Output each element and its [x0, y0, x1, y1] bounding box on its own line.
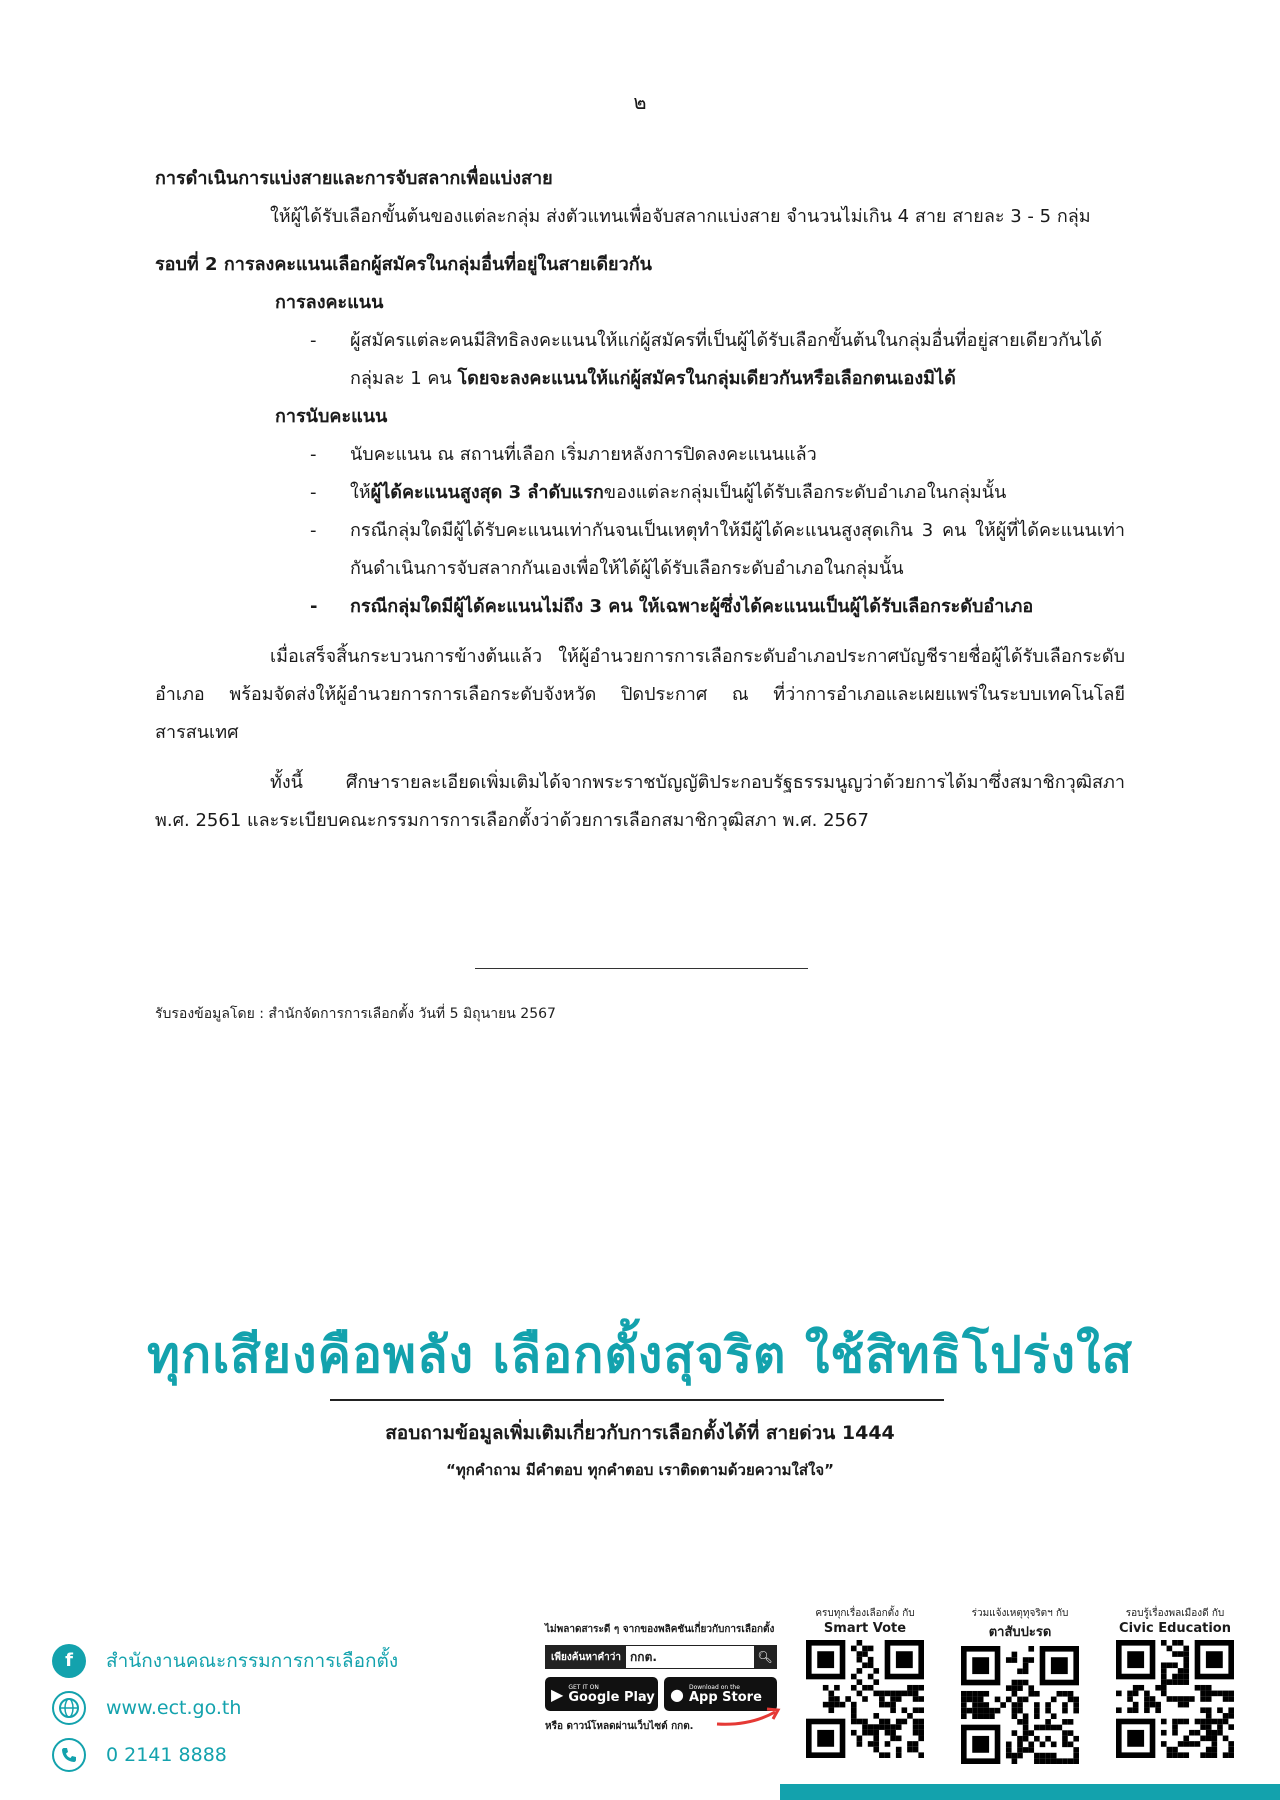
app-promo [545, 1622, 785, 1734]
voting-heading: การลงคะแนน [275, 292, 384, 313]
phone-number: 0 2141 8888 [106, 1743, 227, 1766]
apple-icon: ● [670, 1684, 684, 1704]
search-value: กกต. [630, 1649, 657, 1664]
counting-heading: การนับคะแนน [275, 406, 388, 427]
campaign-slogan: ทุกเสียงคือพลัง เลือกตั้งสุจริต ใช้สิทธิโปร่งใส [146, 1326, 1134, 1384]
qr-civic-education[interactable]: รอบรู้เรื่องพลเมืองดี กับ Civic Education [1110, 1606, 1240, 1758]
list-item: - ผู้สมัครแต่ละคนมีสิทธิลงคะแนนให้แก่ผู้สมัครที่เป็นผู้ได้รับเลือกขั้นต้นในกลุ่มอื่นที่อยู่สายเดียวกันได้กลุ่มละ 1 คน โดยจะลงคะแนนให้แก่ผู้สมัครในกลุ่มเดียวกันหรือเลือกตนเองมิได้ [310, 322, 1125, 398]
qr-code-icon [1116, 1640, 1234, 1758]
round-title: รอบที่ 2 การลงคะแนนเลือกผู้สมัครในกลุ่มอื่นที่อยู่ในสายเดียวกัน [155, 254, 652, 275]
certified-note: รับรองข้อมูลโดย : สำนักจัดการการเลือกตั้ง วันที่ 5 มิถุนายน 2567 [155, 1006, 556, 1022]
search-label: เพียงค้นหาคำว่า [546, 1646, 626, 1668]
hotline-text: สอบถามข้อมูลเพิ่มเติมเกี่ยวกับการเลือกตั้งได้ที่ สายด่วน 1444 [385, 1422, 895, 1444]
phone-icon [52, 1738, 86, 1772]
qr-smart-vote[interactable]: ครบทุกเรื่องเลือกตั้ง กับ Smart Vote [800, 1606, 930, 1758]
play-icon: ▶ [551, 1684, 564, 1704]
download-note: หรือ ดาวน์โหลดผ่านเว็บไซต์ กกต. [545, 1721, 694, 1732]
section-title: การดำเนินการแบ่งสายและการจับสลากเพื่อแบ่งสาย [155, 168, 553, 189]
footer-accent-bar [780, 1784, 1280, 1800]
qr-ta-sapparot[interactable]: ร่วมแจ้งเหตุทุจริตฯ กับ ตาสับปะรด [955, 1606, 1085, 1764]
search-icon: 🔍︎ [754, 1646, 776, 1668]
website-link[interactable]: www.ect.go.th [106, 1696, 242, 1719]
globe-icon [52, 1691, 86, 1725]
website-contact[interactable] [52, 1689, 398, 1726]
contact-list [52, 1642, 398, 1783]
document-body [155, 160, 1125, 840]
section-paragraph: ให้ผู้ได้รับเลือกขั้นต้นของแต่ละกลุ่ม ส่งตัวแทนเพื่อจับสลากแบ่งสาย จำนวนไม่เกิน 4 สาย สายละ 3 - 5 กลุ่ม [270, 206, 1091, 227]
facebook-icon: f [52, 1644, 86, 1678]
voting-list [155, 322, 1125, 398]
qr-code-icon [961, 1646, 1079, 1764]
page-number: ๒ [633, 90, 647, 114]
facebook-label: สำนักงานคณะกรรมการการเลือกตั้ง [106, 1649, 399, 1672]
facebook-contact[interactable] [52, 1642, 398, 1679]
search-bar [545, 1645, 777, 1669]
closing-paragraph: เมื่อเสร็จสิ้นกระบวนการข้างต้นแล้ว ให้ผู้อำนวยการการเลือกระดับอำเภอประกาศบัญชีรายชื่อผู้ได้รับเลือกระดับอำเภอ พร้อมจัดส่งให้ผู้อำนวยการการเลือกระดับจังหวัด ปิดประกาศ ณ ที่ว่าการอำเภอและเผยแพร่ในระบบเทคโนโลยีสารสนเทศ [155, 646, 1125, 743]
list-item: - นับคะแนน ณ สถานที่เลือก เริ่มภายหลังการปิดลงคะแนนแล้ว [310, 436, 1125, 474]
app-store-badge[interactable]: ● Download on the App Store [664, 1677, 777, 1711]
reference-paragraph: ทั้งนี้ ศึกษารายละเอียดเพิ่มเติมได้จากพระราชบัญญัติประกอบรัฐธรรมนูญว่าด้วยการได้มาซึ่งสมาชิกวุฒิสภา พ.ศ. 2561 และระเบียบคณะกรรมการการเลือกตั้งว่าด้วยการเลือกสมาชิกวุฒิสภา พ.ศ. 2567 [155, 772, 1125, 831]
arrow-icon [715, 1704, 785, 1728]
phone-contact[interactable] [52, 1736, 398, 1773]
list-item: - กรณีกลุ่มใดมีผู้ได้คะแนนไม่ถึง 3 คน ให้เฉพาะผู้ซึ่งได้คะแนนเป็นผู้ได้รับเลือกระดับอำเภอ [310, 588, 1125, 626]
list-item: - ให้ผู้ได้คะแนนสูงสุด 3 ลำดับแรกของแต่ละกลุ่มเป็นผู้ได้รับเลือกระดับอำเภอในกลุ่มนั้น [310, 474, 1125, 512]
divider [475, 968, 808, 969]
counting-list [155, 436, 1125, 626]
divider [330, 1399, 944, 1401]
tagline: “ทุกคำถาม มีคำตอบ ทุกคำตอบ เราติดตามด้วยความใส่ใจ” [446, 1461, 834, 1479]
qr-code-icon [806, 1640, 924, 1758]
app-caption: ไม่พลาดสาระดี ๆ จากของพลิคชันเกี่ยวกับการเลือกตั้ง [545, 1624, 775, 1635]
list-item: - กรณีกลุ่มใดมีผู้ได้รับคะแนนเท่ากันจนเป็นเหตุทำให้มีผู้ได้คะแนนสูงสุดเกิน 3 คน ให้ผู้ที่ได้คะแนนเท่ากันดำเนินการจับสลากกันเองเพื่อให้ได้ผู้ได้รับเลือกระดับอำเภอในกลุ่มนั้น [310, 512, 1125, 588]
google-play-badge[interactable]: ▶ GET IT ON Google Play [545, 1677, 658, 1711]
